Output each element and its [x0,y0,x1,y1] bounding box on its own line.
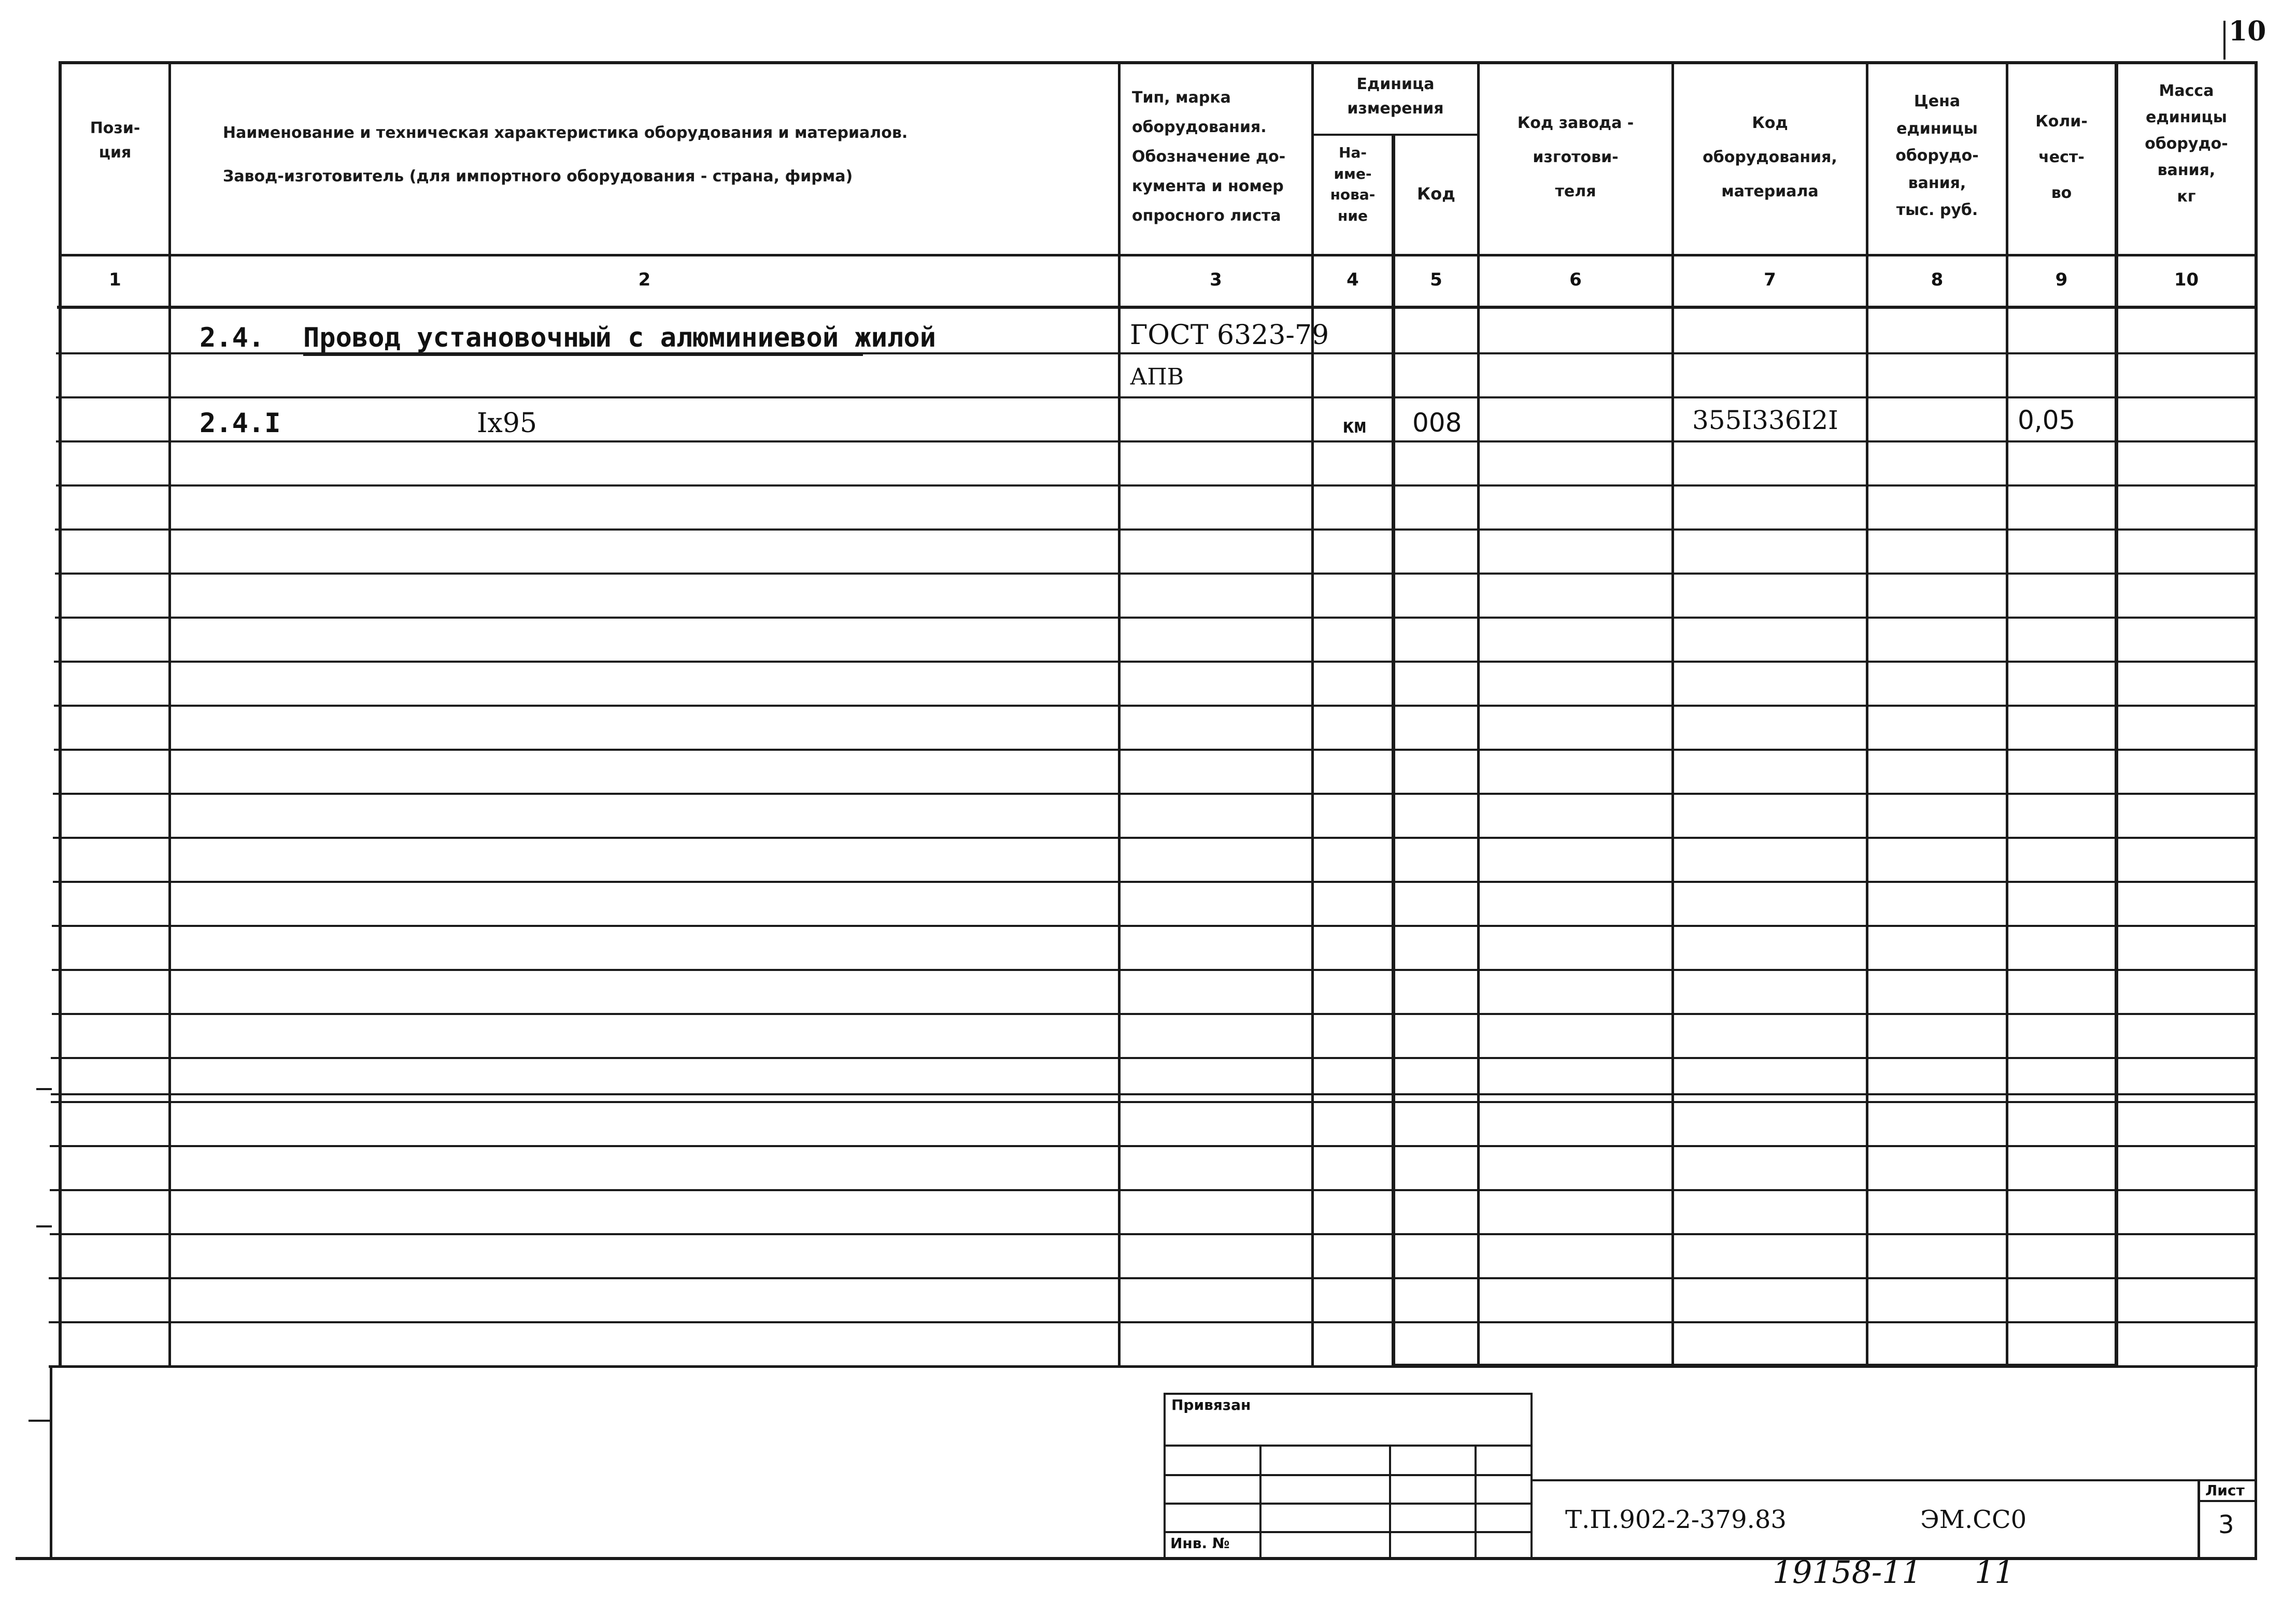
top-sheet-number: 10 [2229,16,2266,47]
column-number: 3 [1210,269,1222,290]
column-number: 4 [1347,269,1359,290]
row1-type: ГОСТ 6323-79 [1130,320,1329,351]
column-number: 2 [638,269,651,290]
handwritten-number: 19158-11 [1773,1554,1922,1591]
row1-name: Провод установочный с алюминиевой жилой [303,322,936,353]
header-position: Пози- ция [90,119,140,162]
document-code: Т.П.902-2-379.83 [1565,1505,1787,1534]
sheet-value: 3 [2218,1510,2234,1539]
row3-unit: км [1342,415,1366,437]
column-number: 1 [109,269,121,290]
row3-position: 2.4.I [200,408,281,439]
header-price: Цена единицы оборудо- вания, тыс. руб. [1895,92,1979,219]
row1-position: 2.4. [200,322,265,353]
header-type: Тип, марка оборудования. Обозначение до- кумента и номер опросного листа [1132,89,1286,225]
stamp-inv-label: Инв. № [1170,1535,1230,1552]
header-quantity: Коли- чест- во [2035,112,2088,202]
row3-unit-code: 008 [1412,408,1462,438]
row3-equipment-code: 355I336I2I [1692,405,1838,435]
sheet-label: Лист [2205,1482,2245,1499]
row3-name: Iх95 [477,408,537,439]
header-unit-code: Код [1417,184,1455,204]
table-top-border [60,61,2257,64]
column-number: 7 [1764,269,1776,290]
header-name: Наименование и техническая характеристика оборудования и материалов. Завод-изготовитель (для импортного оборудования - страна, фирма) [223,124,908,185]
column-number: 8 [1931,269,1944,290]
row3-quantity: 0,05 [2018,405,2076,435]
column-number: 6 [1569,269,1582,290]
header-equipment-code: Код оборудования, материала [1703,114,1837,201]
header-unit-group: Единица измерения [1347,75,1444,118]
handwritten-page: 11 [1975,1554,2015,1591]
document-mark: ЭМ.СС0 [1920,1505,2027,1534]
header-unit-name: На- име- нова- ние [1330,144,1376,224]
stamp-attached-label: Привязан [1171,1396,1251,1413]
column-number: 5 [1430,269,1442,290]
column-number: 10 [2174,269,2199,290]
column-number: 9 [2055,269,2068,290]
row2-type: АПВ [1130,364,1184,390]
header-factory-code: Код завода - изготови- теля [1517,114,1634,201]
header-mass: Масса единицы оборудо- вания, кг [2145,82,2228,206]
